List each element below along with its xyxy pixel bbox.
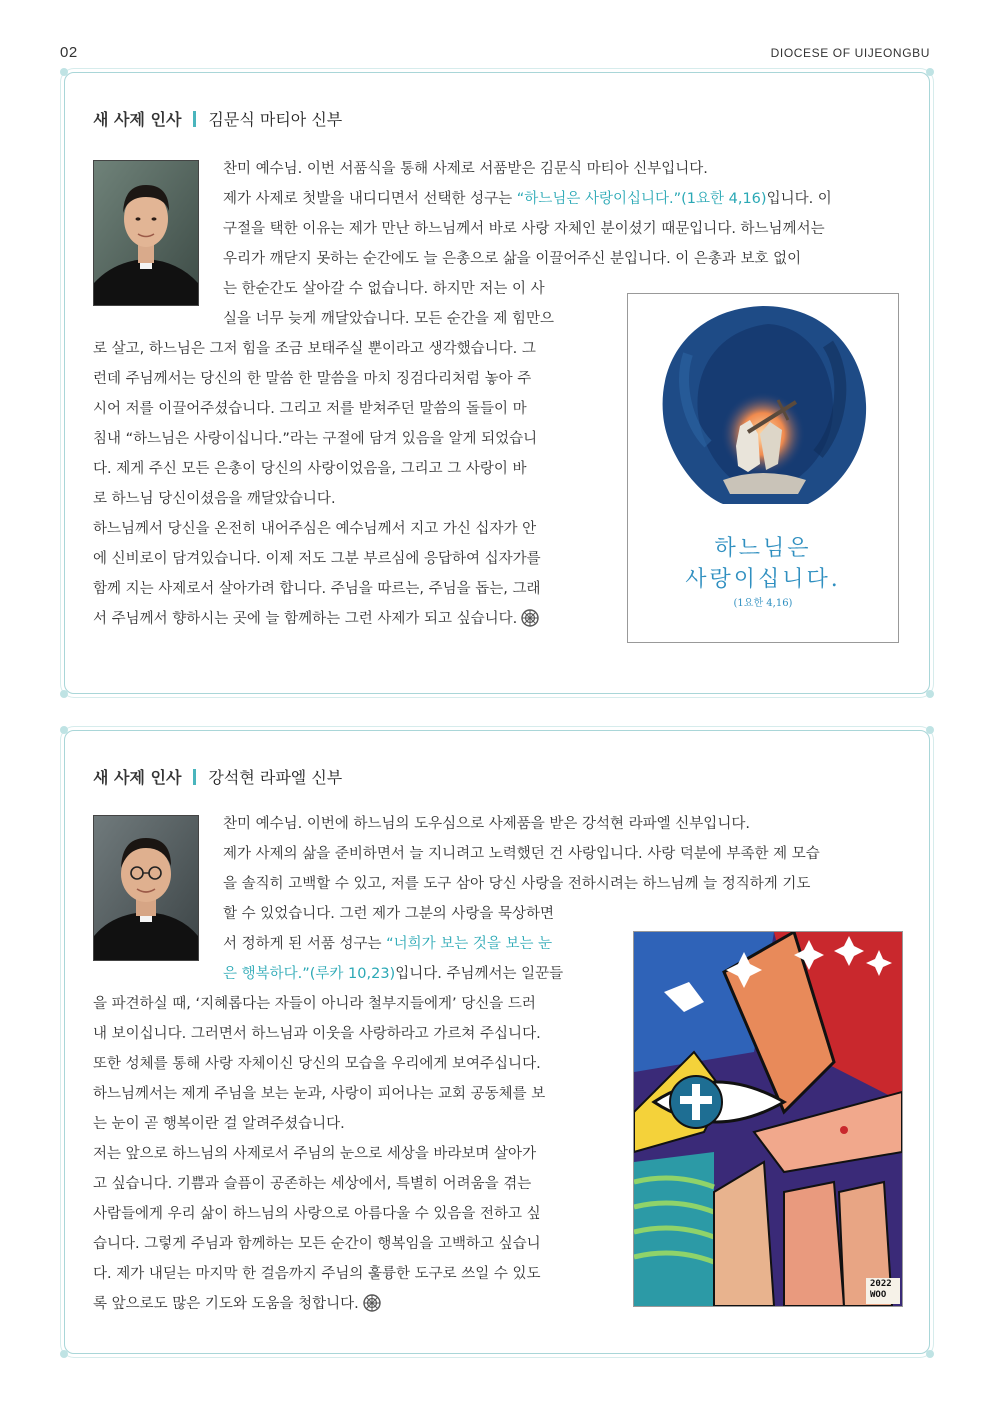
text-line-content: 실을 너무 늦게 깨달았습니다. 모든 순간을 제 힘만으	[223, 311, 555, 327]
art-signature-name: WOO	[870, 1290, 887, 1300]
scripture-quote: “너희가 보는 것을 보는 눈	[386, 936, 553, 952]
text-line	[223, 869, 901, 899]
text-line	[93, 989, 901, 1019]
text-line-content: 제가 사제로 첫발을 내디디면서 선택한 성구는	[223, 191, 517, 207]
text-line	[93, 604, 901, 634]
text-line-content: 사람들에게 우리 삶이 하느님의 사랑으로 아름다울 수 있음을 전하고 싶	[93, 1206, 541, 1222]
text-line-content: 을 파견하실 때, ‘지혜롭다는 자들이 아니라 철부지들에게’ 당신을 드러	[93, 996, 536, 1012]
text-line	[93, 454, 901, 484]
frame-corner	[60, 726, 68, 734]
text-line-content: 로 하느님 당신이셨음을 깨달았습니다.	[93, 491, 336, 507]
text-line-content: 입니다. 이	[766, 191, 832, 207]
heading-divider	[193, 769, 196, 785]
text-line	[93, 1019, 901, 1049]
greeting-body-text	[93, 809, 901, 1319]
text-line	[223, 214, 901, 244]
frame-corner	[60, 1350, 68, 1358]
eucharist-wheel-icon	[363, 1293, 381, 1319]
text-line	[223, 244, 901, 274]
heading-divider	[193, 111, 196, 127]
text-line-content: 우리가 깨닫지 못하는 순간에도 늘 은총으로 삶을 이끌어주신 분입니다. 이 은총과 보호 없이	[223, 251, 802, 267]
art-signature-year: 2022	[870, 1279, 892, 1289]
text-line-content: 찬미 예수님. 이번에 하느님의 도우심으로 사제품을 받은 강석현 라파엘 신부입니다.	[223, 816, 750, 832]
text-line-content: 록 앞으로도 많은 기도와 도움을 청합니다.	[93, 1296, 359, 1312]
text-line	[93, 364, 901, 394]
text-line	[223, 839, 901, 869]
text-line-content: 제가 사제의 삶을 준비하면서 늘 지니려고 노력했던 건 사랑입니다. 사랑 덕분에 부족한 제 모습	[223, 846, 820, 862]
text-line-content: 는 한순간도 살아갈 수 없습니다. 하지만 저는 이 사	[223, 281, 545, 297]
text-line	[223, 959, 901, 989]
text-line-content: 저는 앞으로 하느님의 사제로서 주님의 눈으로 세상을 바라보며 살아가	[93, 1146, 537, 1162]
text-line	[223, 929, 901, 959]
greeting-body-text	[93, 154, 901, 634]
text-line-content: 침내 “하느님은 사랑이십니다.”라는 구절에 담겨 있음을 알게 되었습니	[93, 431, 538, 447]
art-caption-title-line1: 하느님은	[714, 536, 812, 561]
heading-priest-name: 김문식 마티아 신부	[208, 110, 343, 129]
text-line-content: 시어 저를 이끌어주셨습니다. 그리고 저를 받쳐주던 말씀의 돌들이 마	[93, 401, 527, 417]
greeting-card-kim	[64, 72, 930, 694]
text-line-content: 다. 제게 주신 모든 은총이 당신의 사랑이었음을, 그리고 그 사랑이 바	[93, 461, 527, 477]
section-heading	[93, 107, 342, 130]
greeting-card-kang	[64, 730, 930, 1354]
text-line	[223, 809, 901, 839]
text-line-content: 고 싶습니다. 기쁨과 슬픔이 공존하는 세상에서, 특별히 어려움을 겪는	[93, 1176, 532, 1192]
frame-corner	[926, 1350, 934, 1358]
text-line-content: 을 솔직히 고백할 수 있고, 저를 도구 삼아 당신 사랑을 전하시려는 하느님께 늘 정직하게 기도	[223, 876, 811, 892]
scripture-quote: 은 행복하다.”(루카 10,23)	[223, 966, 396, 982]
text-line-content: 서 주님께서 향하시는 곳에 늘 함께하는 그런 사제가 되고 싶습니다.	[93, 611, 518, 627]
text-line	[223, 154, 901, 184]
text-line-content: 하느님께서 당신을 온전히 내어주심은 예수님께서 지고 가신 십자가 안	[93, 521, 537, 537]
text-line-content: 구절을 택한 이유는 제가 만난 하느님께서 바로 사랑 자체인 분이셨기 때문입니다. 하느님께서는	[223, 221, 825, 237]
frame-corner	[926, 726, 934, 734]
text-line-content: 런데 주님께서는 당신의 한 말씀 한 말씀을 마치 징검다리처럼 놓아 주	[93, 371, 532, 387]
text-line-content: 에 신비로이 담겨있습니다. 이제 저도 그분 부르심에 응답하여 십자가를	[93, 551, 541, 567]
text-line	[93, 1259, 901, 1289]
text-line-content: 하느님께서는 제게 주님을 보는 눈과, 사랑이 피어나는 교회 공동체를 보	[93, 1086, 546, 1102]
text-line-content: 서 정하게 된 서품 성구는	[223, 936, 387, 952]
text-line	[93, 1109, 901, 1139]
text-line	[93, 1139, 901, 1169]
text-line	[93, 1049, 901, 1079]
heading-label: 새 사제 인사	[93, 110, 182, 129]
text-line	[93, 394, 901, 424]
text-line-content: 할 수 있었습니다. 그런 제가 그분의 사랑을 묵상하면	[223, 906, 555, 922]
text-line	[93, 484, 901, 514]
page-number: 02	[60, 44, 78, 61]
text-line	[93, 1289, 901, 1319]
art-caption-title-line2: 사랑이십니다.	[685, 567, 841, 592]
frame-corner	[60, 68, 68, 76]
text-line	[93, 334, 901, 364]
text-line-content: 입니다. 주님께서는 일꾼들	[395, 966, 564, 982]
text-line-content: 내 보이십니다. 그러면서 하느님과 이웃을 사랑하라고 가르쳐 주십니다.	[93, 1026, 541, 1042]
frame-corner	[60, 690, 68, 698]
text-line-content: 로 살고, 하느님은 그저 힘을 조금 보태주실 뿐이라고 생각했습니다. 그	[93, 341, 536, 357]
section-heading	[93, 765, 342, 788]
text-line-content: 다. 제가 내딛는 마지막 한 걸음까지 주님의 훌륭한 도구로 쓰일 수 있도	[93, 1266, 541, 1282]
frame-corner	[926, 690, 934, 698]
heading-priest-name: 강석현 라파엘 신부	[208, 768, 343, 787]
text-line	[93, 1079, 901, 1109]
text-line	[93, 1229, 901, 1259]
text-line-content: 찬미 예수님. 이번 서품식을 통해 사제로 서품받은 김문식 마티아 신부입니다.	[223, 161, 708, 177]
text-line	[223, 304, 901, 334]
text-line-content: 습니다. 그렇게 주님과 함께하는 모든 순간이 행복임을 고백하고 싶습니	[93, 1236, 541, 1252]
heading-label: 새 사제 인사	[93, 768, 182, 787]
eucharist-wheel-icon	[521, 608, 539, 634]
text-line	[93, 544, 901, 574]
scripture-quote: “하느님은 사랑이십니다.”(1요한 4,16)	[516, 191, 767, 207]
text-line	[93, 424, 901, 454]
art-caption-reference: (1요한 4,16)	[733, 598, 793, 609]
text-line	[93, 574, 901, 604]
text-line	[223, 184, 901, 214]
text-line-content: 또한 성체를 통해 사랑 자체이신 당신의 모습을 우리에게 보여주십니다.	[93, 1056, 541, 1072]
text-line-content: 는 눈이 곧 행복이란 걸 알려주셨습니다.	[93, 1116, 345, 1132]
text-line	[93, 514, 901, 544]
text-line	[93, 1199, 901, 1229]
text-line	[223, 274, 901, 304]
publication-name: DIOCESE OF UIJEONGBU	[770, 46, 930, 60]
frame-corner	[926, 68, 934, 76]
text-line	[93, 1169, 901, 1199]
text-line-content: 함께 지는 사제로서 살아가려 합니다. 주님을 따르는, 주님을 돕는, 그래	[93, 581, 541, 597]
text-line	[223, 899, 901, 929]
